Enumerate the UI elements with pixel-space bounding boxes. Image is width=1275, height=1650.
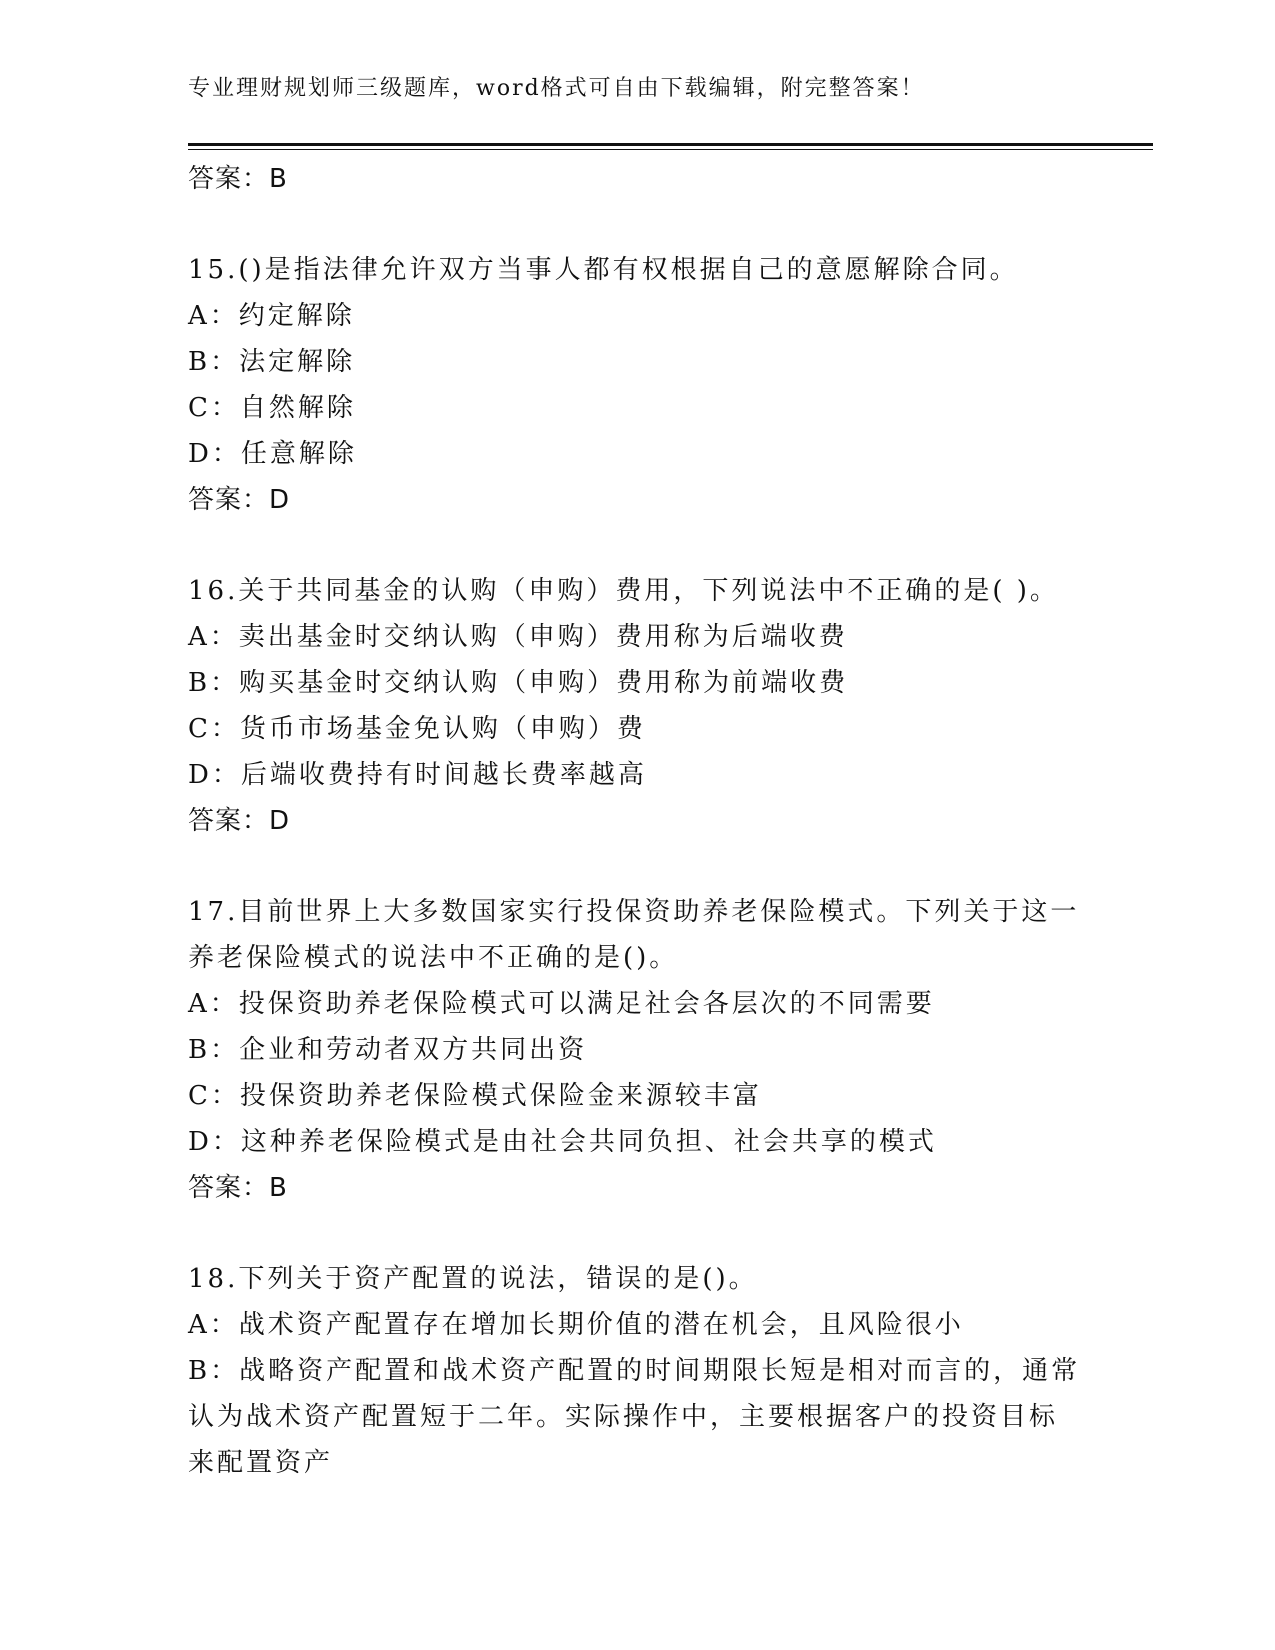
question-17 bbox=[188, 889, 1088, 1211]
spacer bbox=[188, 523, 1088, 568]
answer: 答案：B bbox=[188, 1173, 288, 1203]
question-18 bbox=[188, 1256, 1088, 1486]
option-d: D：这种养老保险模式是由社会共同负担、社会共享的模式 bbox=[188, 1127, 937, 1157]
option-c: C：投保资助养老保险模式保险金来源较丰富 bbox=[188, 1081, 762, 1111]
option-a: A：卖出基金时交纳认购（申购）费用称为后端收费 bbox=[188, 622, 848, 652]
option-a: A：约定解除 bbox=[188, 301, 355, 331]
question-stem: 16.关于共同基金的认购（申购）费用，下列说法中不正确的是( )。 bbox=[188, 576, 1059, 606]
question-16 bbox=[188, 568, 1088, 844]
answer: 答案：D bbox=[188, 485, 291, 515]
option-a: A：战术资产配置存在增加长期价值的潜在机会，且风险很小 bbox=[188, 1310, 964, 1340]
question-stem-line-2: 养老保险模式的说法中不正确的是()。 bbox=[188, 943, 679, 973]
answer-previous: 答案：B bbox=[188, 164, 288, 194]
option-d: D：后端收费持有时间越长费率越高 bbox=[188, 760, 647, 790]
option-a: A：投保资助养老保险模式可以满足社会各层次的不同需要 bbox=[188, 989, 935, 1019]
spacer bbox=[188, 844, 1088, 889]
option-d: D：任意解除 bbox=[188, 439, 357, 469]
option-b-line-2: 认为战术资产配置短于二年。实际操作中，主要根据客户的投资目标 bbox=[188, 1402, 1059, 1432]
option-b-line-3: 来配置资产 bbox=[188, 1448, 334, 1478]
page-header: 专业理财规划师三级题库，word格式可自由下载编辑，附完整答案！ bbox=[188, 76, 925, 101]
option-b: B：购买基金时交纳认购（申购）费用称为前端收费 bbox=[188, 668, 849, 698]
document-body bbox=[188, 156, 1088, 1486]
option-c: C：自然解除 bbox=[188, 393, 356, 423]
answer: 答案：D bbox=[188, 806, 291, 836]
option-c: C：货币市场基金免认购（申购）费 bbox=[188, 714, 646, 744]
question-15 bbox=[188, 247, 1088, 523]
header-rule-thick bbox=[188, 143, 1153, 146]
option-b: B：企业和劳动者双方共同出资 bbox=[188, 1035, 588, 1065]
question-stem: 18.下列关于资产配置的说法，错误的是()。 bbox=[188, 1264, 758, 1294]
question-stem-line-1: 17.目前世界上大多数国家实行投保资助养老保险模式。下列关于这一 bbox=[188, 897, 1080, 927]
spacer bbox=[188, 202, 1088, 247]
option-b: B：法定解除 bbox=[188, 347, 356, 377]
option-b-line-1: B：战略资产配置和战术资产配置的时间期限长短是相对而言的，通常 bbox=[188, 1356, 1081, 1386]
header-rule-thin bbox=[188, 149, 1153, 150]
question-stem: 15.()是指法律允许双方当事人都有权根据自己的意愿解除合同。 bbox=[188, 255, 1019, 285]
spacer bbox=[188, 1211, 1088, 1256]
